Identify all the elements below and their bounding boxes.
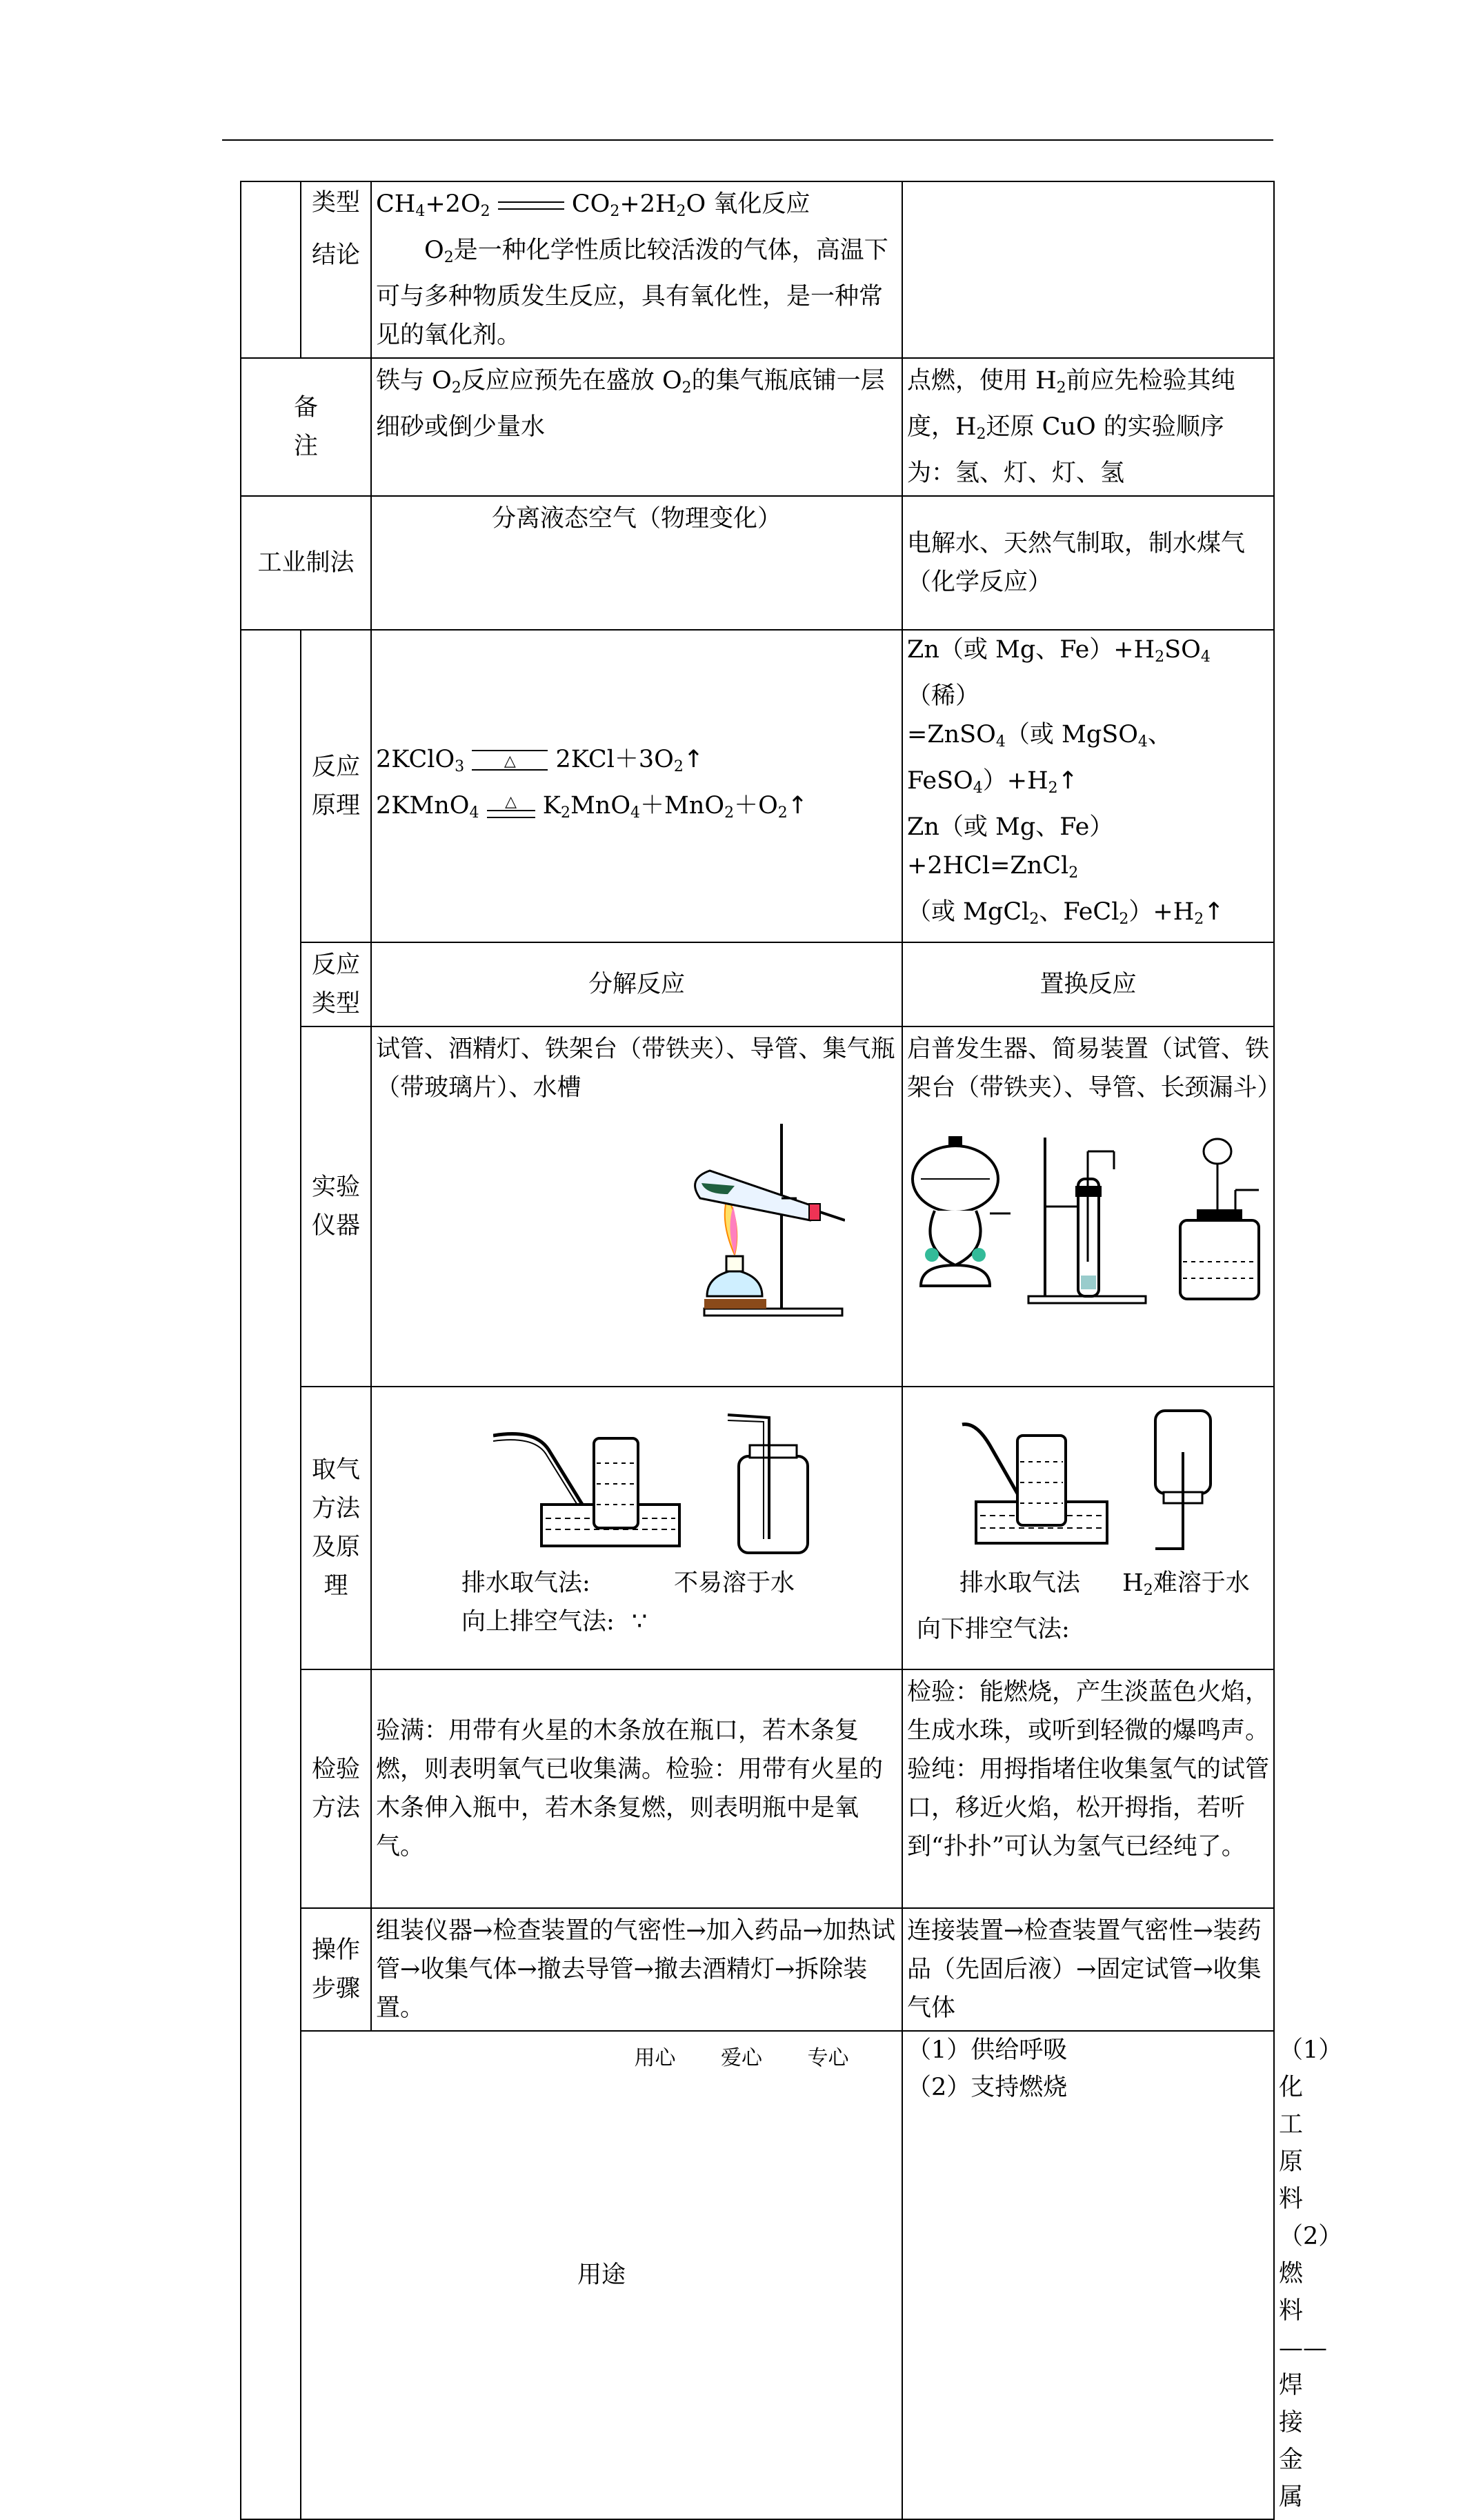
label-type-conclusion bbox=[301, 181, 371, 358]
o2-type-conclusion bbox=[371, 181, 902, 358]
row-type-conclusion bbox=[241, 181, 1274, 358]
h2-reaction-type: 置换反应 bbox=[902, 942, 1274, 1026]
blank-cell bbox=[241, 181, 301, 358]
o2-steps: 组装仪器→检查装置的气密性→加入药品→加热试管→收集气体→撤去导管→撤去酒精灯→拆除装置。 bbox=[371, 1908, 902, 2031]
h2-note: 点燃，使用 $H_2$前应先检验其纯度，$H_2$还原 CuO 的实验顺序为：氢、灯、灯、氢 bbox=[902, 358, 1274, 496]
h2-industry: 电解水、天然气制取，制水煤气（化学反应） bbox=[902, 496, 1274, 630]
label-uses: 用途 bbox=[301, 2031, 902, 2519]
h2-apparatus: 启普发生器、简易装置（试管、铁架台（带铁夹）、导管、长颈漏斗） bbox=[902, 1026, 1274, 1387]
kclo3-equation: 2KClO$_3$ △ $2KCl+3O_2↑$ bbox=[376, 745, 704, 775]
o2-uses: （1）供给呼吸 （2）支持燃烧 bbox=[902, 2031, 1274, 2519]
equals-sign bbox=[498, 201, 564, 210]
row-principle bbox=[241, 630, 1274, 942]
h2-principle: Zn（或 Mg、$Fe)+H_2SO_4$（稀） =ZnSO$_4$（或 MgSO$_4$、$FeSO_4)+H_2↑$ Zn（或 Mg、Fe）+2HCl=ZnCl$_2$ （或 MgCl$_2$、$FeCl_2)+H_2↑$ bbox=[902, 630, 1274, 942]
h2-collection-diagram bbox=[948, 1404, 1280, 1562]
row-collection bbox=[241, 1387, 1274, 1669]
row-note bbox=[241, 358, 1274, 496]
o2-reaction-type: 分解反应 bbox=[371, 942, 902, 1026]
methane-equation: $CH_4+2O_2$ $CO_2+2H_2O$ 氧化反应 bbox=[376, 190, 810, 220]
o2-collection-diagram bbox=[493, 1408, 879, 1560]
label-collection: 取气 方法 及原 理 bbox=[301, 1387, 371, 1669]
h2-test: 检验：能燃烧，产生淡蓝色火焰，生成水珠，或听到轻微的爆鸣声。验纯：用拇指堵住收集氢气的试管口，移近火焰，松开拇指，若听到“扑扑”可认为氢气已经纯了。 bbox=[902, 1669, 1274, 1908]
o2-test: 验满：用带有火星的木条放在瓶口，若木条复燃，则表明氧气已收集满。检验：用带有火星的木条伸入瓶中，若木条复燃，则表明瓶中是氧气。 bbox=[371, 1669, 902, 1908]
o2-industry: 分离液态空气（物理变化） bbox=[371, 496, 902, 630]
row-test bbox=[241, 1669, 1274, 1908]
heating-apparatus-diagram bbox=[638, 1117, 845, 1324]
label-test: 检验 方法 bbox=[301, 1669, 371, 1908]
label-apparatus: 实验 仪器 bbox=[301, 1026, 371, 1387]
header-rule bbox=[222, 139, 1273, 141]
label-industry: 工业制法 bbox=[241, 496, 371, 630]
row-apparatus bbox=[241, 1026, 1274, 1387]
label-conclusion: 结论 bbox=[311, 241, 360, 269]
row-reaction-type bbox=[241, 942, 1274, 1026]
gas-comparison-table bbox=[240, 181, 1343, 2520]
conclusion-text: $O_2$是一种化学性质比较活泼的气体，高温下可与多种物质发生反应，具有氧化性，是一种常见的氧化剂。 bbox=[376, 237, 888, 349]
row-uses: 用途 （1）供给呼吸 （2）支持燃烧 （1）化工原料 （2）燃料——焊接金属 bbox=[241, 2031, 1274, 2519]
lab-group-label bbox=[241, 630, 301, 2519]
label-principle: 反应 原理 bbox=[301, 630, 371, 942]
kipp-generator-diagram bbox=[907, 1124, 1266, 1310]
label-steps: 操作 步骤 bbox=[301, 1908, 371, 2031]
h2-steps: 连接装置→检查装置气密性→装药品（先固后液）→固定试管→收集气体 bbox=[902, 1908, 1274, 2031]
kmno4-equation: 2KMnO$_4$ △ $K_2MnO_4+MnO_2+O_2↑$ bbox=[376, 791, 808, 822]
label-reaction-type: 反应 类型 bbox=[301, 942, 371, 1026]
h2-type-conclusion bbox=[902, 181, 1274, 358]
row-industry bbox=[241, 496, 1274, 630]
h2-collection: 排水取气法 $H_2$难溶于水 向下排空气法: bbox=[902, 1387, 1274, 1669]
o2-note: 铁与 $O_2$反应应预先在盛放 $O_2$的集气瓶底铺一层细砂或倒少量水 bbox=[371, 358, 902, 496]
label-type: 类型 bbox=[311, 189, 360, 217]
o2-principle bbox=[371, 630, 902, 942]
o2-apparatus: 试管、酒精灯、铁架台（带铁夹）、导管、集气瓶（带玻璃片）、水槽 bbox=[371, 1026, 902, 1387]
o2-collection: 排水取气法: 不易溶于水 向上排空气法: ∵ bbox=[371, 1387, 902, 1669]
page-footer: 用心 爱心 专心 bbox=[634, 2046, 849, 2070]
row-steps bbox=[241, 1908, 1274, 2031]
label-note: 备 注 bbox=[241, 358, 371, 496]
